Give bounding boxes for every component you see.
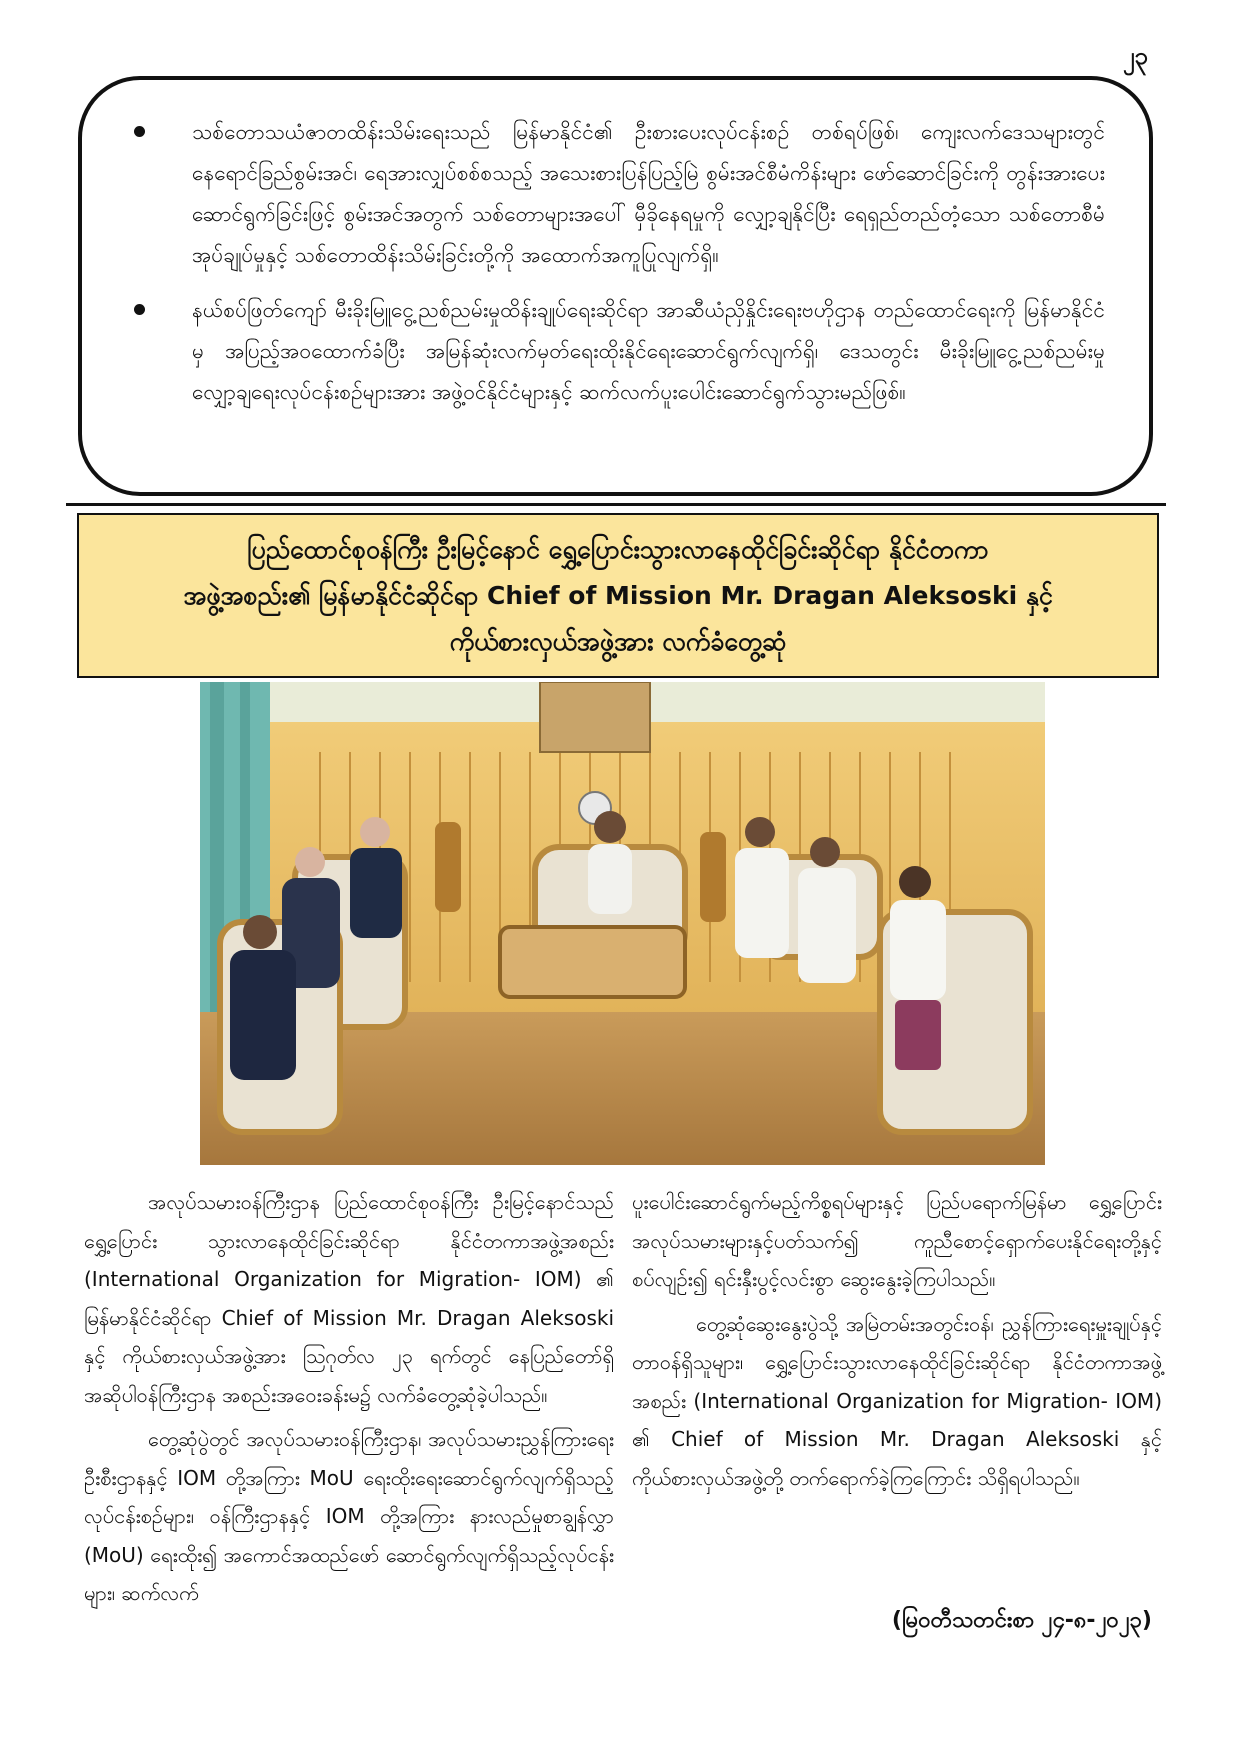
article-paragraph: အလုပ်သမားဝန်ကြီးဌာန ပြည်ထောင်စုဝန်ကြီး ဦးမြင့်နောင်သည် ရွှေ့ပြောင်း သွားလာနေထိုင်ခြင်းဆိုင်ရာ နိုင်ငံတကာအဖွဲ့အစည်း (International Organization for Migration- IOM) ၏ မြန်မာနိုင်ငံဆိုင်ရာ Chief of Mission Mr. Dragan Aleksoski နှင့် ကိုယ်စားလှယ်အဖွဲ့အား ဩဂုတ်လ ၂၃ ရက်တွင် နေပြည်တော်ရှိ အဆိုပါဝန်ကြီးဌာန အစည်းအဝေးခန်းမ၌ လက်ခံတွေ့ဆုံခဲ့ပါသည်။ — [84, 1190, 614, 1407]
bullet-item — [126, 112, 1105, 276]
article-column-left — [84, 1183, 614, 1619]
page-number: ၂၃ — [1122, 42, 1148, 70]
bullet-dot-icon — [134, 126, 145, 137]
bullet-item — [126, 290, 1105, 413]
article-paragraph: ပူးပေါင်းဆောင်ရွက်မည့်ကိစ္စရပ်များနှင့် ပြည်ပရောက်မြန်မာ ရွှေ့ပြောင်းအလုပ်သမားများနှင့်ပတ်သက်၍ ကူညီစောင့်ရှောက်ပေးနိုင်ရေးတို့နှင့်စပ်လျဉ်း၍ ရင်းနှီးပွင့်လင်းစွာ ဆွေးနွေးခဲ့ကြပါသည်။ — [632, 1190, 1162, 1291]
divider — [66, 503, 1166, 506]
article-paragraph: တွေ့ဆုံဆွေးနွေးပွဲသို့ အမြဲတမ်းအတွင်းဝန်၊ ညွှန်ကြားရေးမှူးချုပ်နှင့် တာဝန်ရှိသူများ၊ ရွှေ့ပြောင်းသွားလာနေထိုင်ခြင်းဆိုင်ရာ နိုင်ငံတကာအဖွဲ့အစည်း (International Organization for Migration- IOM) ၏ Chief of Mission Mr. Dragan Aleksoski နှင့် ကိုယ်စားလှယ်အဖွဲ့တို့ တက်ရောက်ခဲ့ကြကြောင်း သိရှိရပါသည်။ — [632, 1311, 1162, 1490]
summary-bullet-box — [78, 76, 1153, 496]
source-credit: (မြဝတီသတင်းစာ ၂၄-၈-၂၀၂၃) — [891, 1608, 1152, 1633]
bullet-dot-icon — [134, 304, 145, 315]
headline-box — [77, 513, 1159, 678]
headline-line: အဖွဲ့အစည်း၏ မြန်မာနိုင်ငံဆိုင်ရာ Chief of Mission Mr. Dragan Aleksoski နှင့် — [183, 580, 1053, 610]
bullet-text: နယ်စပ်ဖြတ်ကျော် မီးခိုးမြူငွေ့ညစ်ညမ်းမှုထိန်းချုပ်ရေးဆိုင်ရာ အာဆီယံညှိနှိုင်းရေးဗဟိုဌာန တည်ထောင်ရေးကို မြန်မာနိုင်ငံမှ အပြည့်အဝထောက်ခံပြီး အမြန်ဆုံးလက်မှတ်ရေးထိုးနိုင်ရေးဆောင်ရွက်လျက်ရှိ၊ ဒေသတွင်း မီးခိုးမြူငွေ့ညစ်ညမ်းမှု လျှော့ချရေးလုပ်ငန်းစဉ်များအား အဖွဲ့ဝင်နိုင်ငံများနှင့် ဆက်လက်ပူးပေါင်းဆောင်ရွက်သွားမည်ဖြစ်။ — [192, 298, 1105, 404]
article-column-right — [632, 1183, 1162, 1503]
bullet-text: သစ်တောသယံဇာတထိန်းသိမ်းရေးသည် မြန်မာနိုင်ငံ၏ ဦးစားပေးလုပ်ငန်းစဉ် တစ်ရပ်ဖြစ်၊ ကျေးလက်ဒေသများတွင် နေရောင်ခြည်စွမ်းအင်၊ ရေအားလျှပ်စစ်စသည့် အသေးစားပြန်ပြည့်မြဲ စွမ်းအင်စီမံကိန်းများ ဖော်ဆောင်ခြင်းကို တွန်းအားပေးဆောင်ရွက်ခြင်းဖြင့် စွမ်းအင်အတွက် သစ်တောများအပေါ် မှီခိုနေရမှုကို လျှော့ချနိုင်ပြီး ရေရှည်တည်တံ့သော သစ်တောစီမံအုပ်ချုပ်မှုနှင့် သစ်တောထိန်းသိမ်းခြင်းတို့ကို အထောက်အကူပြုလျက်ရှိ။ — [192, 120, 1105, 267]
article-paragraph: တွေ့ဆုံပွဲတွင် အလုပ်သမားဝန်ကြီးဌာန၊ အလုပ်သမားညွှန်ကြားရေးဦးစီးဌာနနှင့် IOM တို့အကြား MoU ရေးထိုးရေးဆောင်ရွက်လျက်ရှိသည့်လုပ်ငန်းစဉ်များ၊ ဝန်ကြီးဌာနနှင့် IOM တို့အကြား နားလည်မှုစာချွန်လွှာ (MoU) ရေးထိုး၍ အကောင်အထည်ဖော် ဆောင်ရွက်လျက်ရှိသည့်လုပ်ငန်းများ၊ ဆက်လက် — [84, 1427, 614, 1605]
headline-line: ကိုယ်စားလှယ်အဖွဲ့အား လက်ခံတွေ့ဆုံ — [449, 626, 787, 656]
meeting-photo — [200, 682, 1045, 1165]
headline-line: ပြည်ထောင်စုဝန်ကြီး ဦးမြင့်နောင် ရွှေ့ပြောင်းသွားလာနေထိုင်ခြင်းဆိုင်ရာ နိုင်ငံတကာ — [247, 534, 989, 564]
